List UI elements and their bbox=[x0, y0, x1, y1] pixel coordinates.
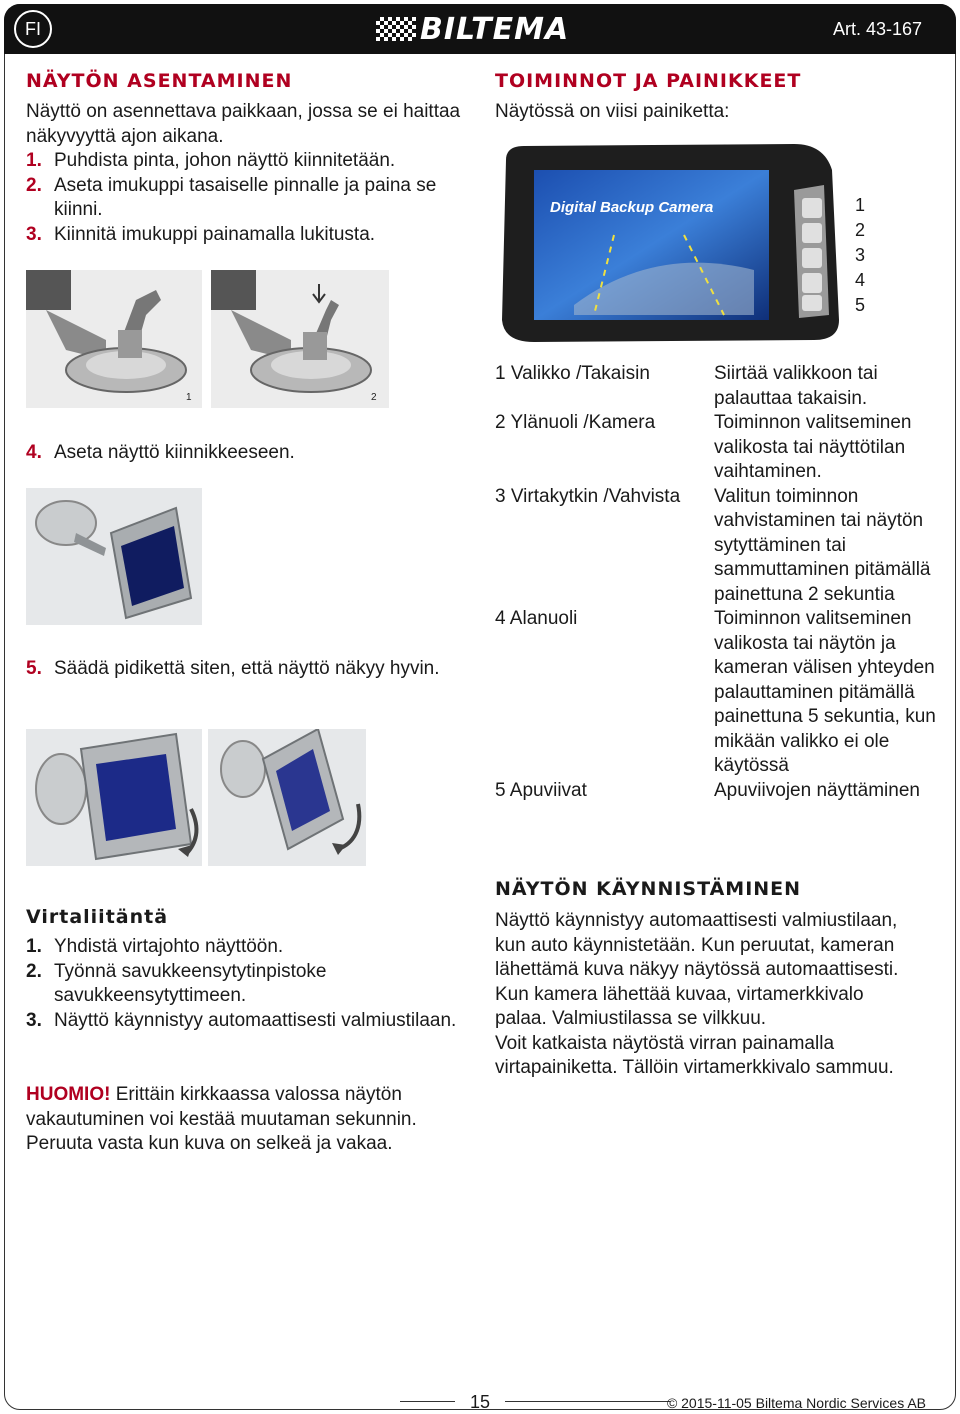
brand-logo bbox=[376, 11, 570, 47]
button-key-1: 1 Valikko /Takaisin bbox=[495, 363, 650, 384]
brand-name: BILTEMA bbox=[420, 11, 570, 47]
header-bar bbox=[4, 4, 956, 54]
button-key-3: 3 Virtakytkin /Vahvista bbox=[495, 485, 681, 507]
button-row-5 bbox=[495, 779, 945, 804]
mounting-step-4-list bbox=[26, 441, 466, 466]
mounting-heading: NÄYTÖN ASENTAMINEN bbox=[26, 70, 293, 92]
power-step-1: 1. Yhdistä virtajohto näyttöön. bbox=[26, 936, 284, 957]
mounting-step-4: 4. Aseta näyttö kiinnikkeeseen. bbox=[26, 442, 295, 463]
button-key-5: 5 Apuviivat bbox=[495, 779, 587, 801]
functions-heading: TOIMINNOT JA PAINIKKEET bbox=[495, 70, 802, 92]
startup-paragraph-3: Voit katkaista näytöstä virran painamalla virtapainiketta. Tällöin virtamerkkivalo sammuu. bbox=[495, 1032, 894, 1078]
callout-4: 4 bbox=[855, 270, 866, 290]
button-desc-4: Toiminnon valitseminen valikosta tai näytön ja kameran välisen yhteyden palauttaminen pitämällä painettuna 5 sekuntia, kun mikään valikko ei ole käytössä bbox=[714, 608, 936, 776]
screen-title: Digital Backup Camera bbox=[550, 199, 714, 216]
button-desc-3: Valitun toiminnon vahvistaminen tai näytön sytyttäminen tai sammuttaminen pitämällä painettuna 2 sekuntia bbox=[714, 485, 931, 605]
button-key-2: 2 Ylänuoli /Kamera bbox=[495, 412, 656, 433]
mounting-step-5-list bbox=[26, 657, 466, 682]
button-row-4 bbox=[495, 607, 945, 779]
suction-cup-photo-2 bbox=[211, 270, 389, 408]
startup-heading: NÄYTÖN KÄYNNISTÄMINEN bbox=[495, 878, 802, 900]
note-text: Erittäin kirkkaassa valossa näytön vakautuminen voi kestää muutaman sekunnin. Peruuta vasta kun kuva on selkeä ja vakaa. bbox=[26, 1084, 417, 1154]
button-desc-2: Toiminnon valitseminen valikosta tai näyttötilan vaihtaminen. bbox=[714, 412, 912, 482]
adjust-angle-photo-2 bbox=[208, 729, 366, 866]
footer-rule-left bbox=[400, 1401, 455, 1402]
mounting-step-2: 2. Aseta imukuppi tasaiselle pinnalle ja paina se kiinni. bbox=[26, 174, 437, 220]
fig-label-2: 2 bbox=[371, 392, 377, 403]
mounting-step-3: 3. Kiinnitä imukuppi painamalla lukitusta. bbox=[26, 223, 376, 245]
callout-5: 5 bbox=[855, 295, 866, 315]
article-number: Art. 43-167 bbox=[832, 19, 922, 39]
suction-cup-photo-1 bbox=[26, 270, 202, 408]
power-step-2: 2. Työnnä savukkeensytytinpistoke savukkeensytyttimeen. bbox=[26, 960, 327, 1006]
button-desc-5: Apuviivojen näyttäminen bbox=[714, 779, 920, 801]
power-heading: Virtaliitäntä bbox=[26, 906, 169, 928]
checkered-flag-icon bbox=[376, 17, 416, 41]
button-callouts bbox=[855, 193, 865, 318]
language-badge: FI bbox=[14, 10, 52, 48]
mounting-intro: Näyttö on asennettava paikkaan, jossa se ei haittaa näkyvyyttä ajon aikana. bbox=[26, 101, 461, 147]
device-image bbox=[494, 140, 844, 345]
footer-rule-right bbox=[505, 1401, 670, 1402]
startup-paragraph-1: Näyttö käynnistyy automaattisesti valmiustilaan, kun auto käynnistetään. Kun peruutat, kameran lähettämä kuva näkyy näytössä automaattisesti. bbox=[495, 910, 899, 980]
page-number: 15 bbox=[470, 1392, 491, 1412]
power-step-3: 3. Näyttö käynnistyy automaattisesti valmiustilaan. bbox=[26, 1009, 457, 1031]
power-steps bbox=[26, 935, 466, 1033]
startup-body bbox=[495, 909, 915, 1081]
button-desc-1: Siirtää valikkoon tai palauttaa takaisin. bbox=[714, 363, 878, 409]
functions-intro: Näytössä on viisi painiketta: bbox=[495, 101, 730, 122]
callout-1: 1 bbox=[855, 195, 866, 215]
monitor-holder-photo bbox=[26, 488, 202, 625]
button-row-3 bbox=[495, 485, 945, 608]
mounting-steps bbox=[26, 149, 466, 247]
copyright: © 2015-11-05 Biltema Nordic Services AB bbox=[666, 1395, 926, 1411]
button-row-1 bbox=[495, 362, 945, 411]
button-key-4: 4 Alanuoli bbox=[495, 608, 578, 629]
power-note bbox=[26, 1083, 466, 1157]
fig-label-1: 1 bbox=[186, 392, 192, 403]
button-row-2 bbox=[495, 411, 945, 485]
note-label: HUOMIO! bbox=[26, 1084, 111, 1105]
callout-3: 3 bbox=[855, 245, 866, 265]
adjust-angle-photo-1 bbox=[26, 729, 202, 866]
mounting-step-1: 1. Puhdista pinta, johon näyttö kiinnitetään. bbox=[26, 150, 396, 171]
callout-2: 2 bbox=[855, 220, 866, 240]
buttons-table bbox=[495, 362, 945, 803]
startup-paragraph-2: Kun kamera lähettää kuvaa, virtamerkkivalo palaa. Valmiustilassa se vilkkuu. bbox=[495, 983, 864, 1029]
mounting-step-5: 5. Säädä pidikettä siten, että näyttö näkyy hyvin. bbox=[26, 658, 440, 679]
